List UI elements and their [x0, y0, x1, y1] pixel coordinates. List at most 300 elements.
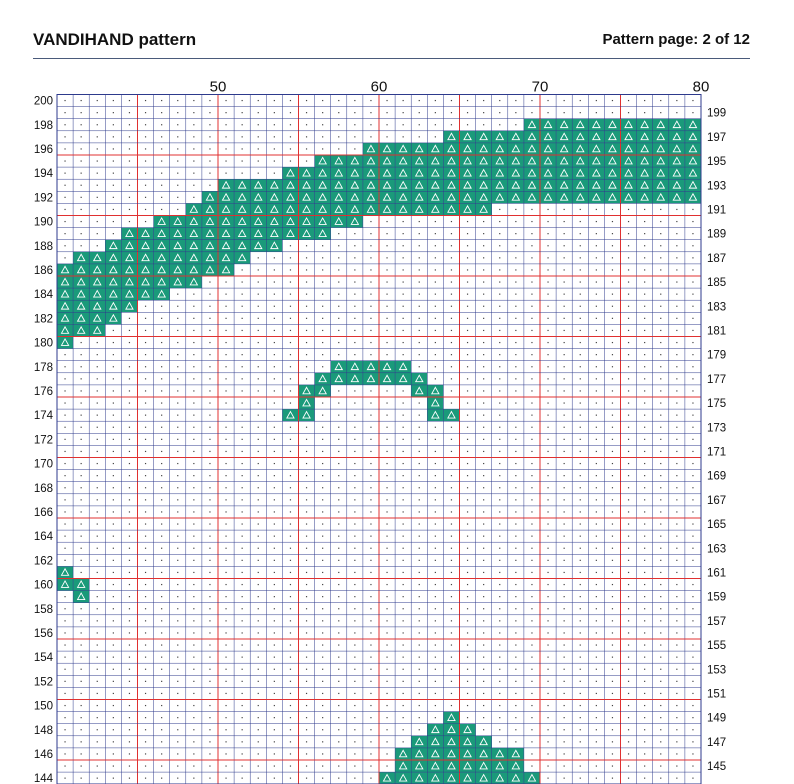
- empty-cell-dot: [274, 741, 275, 742]
- empty-cell-dot: [644, 717, 645, 718]
- empty-cell-dot: [596, 463, 597, 464]
- empty-cell-dot: [547, 705, 548, 706]
- empty-cell-dot: [225, 136, 226, 137]
- empty-cell-dot: [580, 669, 581, 670]
- empty-cell-dot: [322, 294, 323, 295]
- empty-cell-dot: [258, 100, 259, 101]
- empty-cell-dot: [258, 463, 259, 464]
- empty-cell-dot: [113, 197, 114, 198]
- empty-cell-dot: [97, 487, 98, 488]
- empty-cell-dot: [177, 657, 178, 658]
- empty-cell-dot: [306, 548, 307, 549]
- empty-cell-dot: [274, 753, 275, 754]
- empty-cell-dot: [274, 124, 275, 125]
- empty-cell-dot: [531, 306, 532, 307]
- empty-cell-dot: [81, 197, 82, 198]
- empty-cell-dot: [403, 560, 404, 561]
- empty-cell-dot: [403, 608, 404, 609]
- empty-cell-dot: [145, 124, 146, 125]
- empty-cell-dot: [580, 294, 581, 295]
- stitch-cell: [443, 131, 459, 143]
- empty-cell-dot: [225, 681, 226, 682]
- empty-cell-dot: [467, 620, 468, 621]
- empty-cell-dot: [81, 136, 82, 137]
- empty-cell-dot: [483, 548, 484, 549]
- empty-cell-dot: [242, 620, 243, 621]
- stitch-cell: [299, 167, 315, 179]
- empty-cell-dot: [644, 294, 645, 295]
- empty-cell-dot: [483, 669, 484, 670]
- empty-cell-dot: [547, 596, 548, 597]
- empty-cell-dot: [161, 632, 162, 633]
- empty-cell-dot: [419, 632, 420, 633]
- empty-cell-dot: [64, 197, 65, 198]
- empty-cell-dot: [258, 717, 259, 718]
- stitch-cell: [234, 203, 250, 215]
- empty-cell-dot: [290, 160, 291, 161]
- empty-cell-dot: [515, 548, 516, 549]
- empty-cell-dot: [258, 681, 259, 682]
- empty-cell-dot: [547, 499, 548, 500]
- empty-cell-dot: [483, 608, 484, 609]
- empty-cell-dot: [596, 378, 597, 379]
- empty-cell-dot: [547, 560, 548, 561]
- stitch-cell: [234, 179, 250, 191]
- empty-cell-dot: [177, 572, 178, 573]
- empty-cell-dot: [338, 765, 339, 766]
- empty-cell-dot: [306, 378, 307, 379]
- empty-cell-dot: [580, 233, 581, 234]
- empty-cell-dot: [242, 124, 243, 125]
- empty-cell-dot: [177, 560, 178, 561]
- empty-cell-dot: [161, 536, 162, 537]
- row-label-right: 173: [707, 422, 727, 435]
- empty-cell-dot: [515, 475, 516, 476]
- empty-cell-dot: [81, 451, 82, 452]
- stitch-cell: [138, 240, 154, 252]
- empty-cell-dot: [338, 124, 339, 125]
- empty-cell-dot: [97, 560, 98, 561]
- empty-cell-dot: [547, 439, 548, 440]
- empty-cell-dot: [580, 765, 581, 766]
- empty-cell-dot: [193, 451, 194, 452]
- empty-cell-dot: [322, 681, 323, 682]
- empty-cell-dot: [177, 209, 178, 210]
- empty-cell-dot: [386, 330, 387, 331]
- stitch-cell: [637, 179, 653, 191]
- empty-cell-dot: [258, 741, 259, 742]
- empty-cell-dot: [628, 499, 629, 500]
- empty-cell-dot: [628, 257, 629, 258]
- empty-cell-dot: [531, 596, 532, 597]
- empty-cell-dot: [81, 778, 82, 779]
- empty-cell-dot: [386, 693, 387, 694]
- stitch-cell: [282, 191, 298, 203]
- stitch-cell: [186, 228, 202, 240]
- empty-cell-dot: [419, 620, 420, 621]
- empty-cell-dot: [467, 439, 468, 440]
- empty-cell-dot: [209, 148, 210, 149]
- empty-cell-dot: [483, 584, 484, 585]
- stitch-cell: [234, 228, 250, 240]
- empty-cell-dot: [64, 487, 65, 488]
- empty-cell-dot: [515, 596, 516, 597]
- empty-cell-dot: [596, 536, 597, 537]
- empty-cell-dot: [145, 463, 146, 464]
- empty-cell-dot: [338, 233, 339, 234]
- stitch-cell: [105, 312, 121, 324]
- empty-cell-dot: [628, 475, 629, 476]
- empty-cell-dot: [386, 511, 387, 512]
- empty-cell-dot: [193, 136, 194, 137]
- empty-cell-dot: [354, 354, 355, 355]
- empty-cell-dot: [660, 608, 661, 609]
- empty-cell-dot: [386, 657, 387, 658]
- empty-cell-dot: [306, 124, 307, 125]
- row-label-right: 163: [707, 543, 727, 556]
- stitch-cell: [621, 131, 637, 143]
- empty-cell-dot: [242, 148, 243, 149]
- empty-cell-dot: [177, 499, 178, 500]
- empty-cell-dot: [580, 681, 581, 682]
- empty-cell-dot: [660, 463, 661, 464]
- empty-cell-dot: [660, 306, 661, 307]
- empty-cell-dot: [596, 705, 597, 706]
- empty-cell-dot: [564, 657, 565, 658]
- stitch-cell: [57, 337, 73, 349]
- empty-cell-dot: [145, 390, 146, 391]
- empty-cell-dot: [531, 560, 532, 561]
- empty-cell-dot: [386, 233, 387, 234]
- empty-cell-dot: [435, 257, 436, 258]
- empty-cell-dot: [97, 463, 98, 464]
- empty-cell-dot: [435, 136, 436, 137]
- empty-cell-dot: [660, 669, 661, 670]
- empty-cell-dot: [177, 778, 178, 779]
- empty-cell-dot: [403, 729, 404, 730]
- empty-cell-dot: [660, 705, 661, 706]
- stitch-cell: [395, 203, 411, 215]
- stitch-cell: [331, 191, 347, 203]
- stitch-cell: [186, 264, 202, 276]
- empty-cell-dot: [564, 402, 565, 403]
- empty-cell-dot: [419, 306, 420, 307]
- empty-cell-dot: [322, 572, 323, 573]
- empty-cell-dot: [435, 427, 436, 428]
- empty-cell-dot: [531, 402, 532, 403]
- empty-cell-dot: [612, 584, 613, 585]
- empty-cell-dot: [322, 269, 323, 270]
- empty-cell-dot: [209, 741, 210, 742]
- empty-cell-dot: [274, 378, 275, 379]
- stitch-cell: [572, 119, 588, 131]
- empty-cell-dot: [386, 644, 387, 645]
- empty-cell-dot: [242, 608, 243, 609]
- empty-cell-dot: [370, 342, 371, 343]
- stitch-cell: [154, 216, 170, 228]
- empty-cell-dot: [547, 257, 548, 258]
- empty-cell-dot: [290, 560, 291, 561]
- empty-cell-dot: [161, 511, 162, 512]
- empty-cell-dot: [628, 669, 629, 670]
- empty-cell-dot: [419, 124, 420, 125]
- empty-cell-dot: [258, 487, 259, 488]
- stitch-cell: [492, 179, 508, 191]
- empty-cell-dot: [547, 475, 548, 476]
- empty-cell-dot: [97, 753, 98, 754]
- empty-cell-dot: [97, 439, 98, 440]
- empty-cell-dot: [612, 415, 613, 416]
- empty-cell-dot: [129, 693, 130, 694]
- empty-cell-dot: [242, 475, 243, 476]
- empty-cell-dot: [531, 693, 532, 694]
- stitch-cell: [395, 748, 411, 760]
- empty-cell-dot: [435, 632, 436, 633]
- empty-cell-dot: [692, 112, 693, 113]
- empty-cell-dot: [403, 596, 404, 597]
- empty-cell-dot: [547, 294, 548, 295]
- empty-cell-dot: [564, 572, 565, 573]
- stitch-cell: [427, 203, 443, 215]
- empty-cell-dot: [81, 523, 82, 524]
- empty-cell-dot: [564, 342, 565, 343]
- empty-cell-dot: [660, 584, 661, 585]
- empty-cell-dot: [290, 657, 291, 658]
- empty-cell-dot: [531, 257, 532, 258]
- stitch-cell: [89, 324, 105, 336]
- empty-cell-dot: [403, 330, 404, 331]
- empty-cell-dot: [177, 620, 178, 621]
- empty-cell-dot: [564, 536, 565, 537]
- empty-cell-dot: [483, 596, 484, 597]
- empty-cell-dot: [644, 354, 645, 355]
- empty-cell-dot: [644, 669, 645, 670]
- empty-cell-dot: [274, 100, 275, 101]
- empty-cell-dot: [547, 620, 548, 621]
- empty-cell-dot: [209, 366, 210, 367]
- empty-cell-dot: [628, 209, 629, 210]
- row-label-right: 187: [707, 252, 727, 265]
- empty-cell-dot: [660, 693, 661, 694]
- empty-cell-dot: [306, 112, 307, 113]
- empty-cell-dot: [161, 342, 162, 343]
- stitch-cell: [572, 191, 588, 203]
- empty-cell-dot: [322, 584, 323, 585]
- empty-cell-dot: [113, 233, 114, 234]
- empty-cell-dot: [403, 681, 404, 682]
- empty-cell-dot: [386, 463, 387, 464]
- empty-cell-dot: [145, 741, 146, 742]
- empty-cell-dot: [322, 705, 323, 706]
- empty-cell-dot: [386, 221, 387, 222]
- empty-cell-dot: [129, 427, 130, 428]
- empty-cell-dot: [467, 112, 468, 113]
- empty-cell-dot: [515, 657, 516, 658]
- empty-cell-dot: [547, 657, 548, 658]
- empty-cell-dot: [97, 548, 98, 549]
- empty-cell-dot: [451, 608, 452, 609]
- empty-cell-dot: [306, 463, 307, 464]
- empty-cell-dot: [81, 124, 82, 125]
- empty-cell-dot: [451, 221, 452, 222]
- empty-cell-dot: [483, 572, 484, 573]
- empty-cell-dot: [338, 475, 339, 476]
- empty-cell-dot: [596, 330, 597, 331]
- empty-cell-dot: [499, 620, 500, 621]
- empty-cell-dot: [435, 366, 436, 367]
- empty-cell-dot: [242, 366, 243, 367]
- empty-cell-dot: [177, 608, 178, 609]
- empty-cell-dot: [97, 124, 98, 125]
- empty-cell-dot: [547, 536, 548, 537]
- empty-cell-dot: [531, 753, 532, 754]
- empty-cell-dot: [515, 681, 516, 682]
- empty-cell-dot: [370, 644, 371, 645]
- empty-cell-dot: [177, 644, 178, 645]
- empty-cell-dot: [338, 572, 339, 573]
- stitch-cell: [395, 179, 411, 191]
- empty-cell-dot: [676, 548, 677, 549]
- empty-cell-dot: [386, 475, 387, 476]
- empty-cell-dot: [64, 354, 65, 355]
- empty-cell-dot: [274, 475, 275, 476]
- empty-cell-dot: [451, 233, 452, 234]
- empty-cell-dot: [547, 306, 548, 307]
- empty-cell-dot: [242, 632, 243, 633]
- empty-cell-dot: [644, 233, 645, 234]
- empty-cell-dot: [419, 717, 420, 718]
- empty-cell-dot: [225, 415, 226, 416]
- stitch-cell: [363, 373, 379, 385]
- empty-cell-dot: [419, 572, 420, 573]
- empty-cell-dot: [354, 306, 355, 307]
- empty-cell-dot: [225, 705, 226, 706]
- empty-cell-dot: [338, 245, 339, 246]
- stitch-cell: [395, 167, 411, 179]
- stitch-cell: [411, 203, 427, 215]
- empty-cell-dot: [258, 160, 259, 161]
- empty-cell-dot: [596, 778, 597, 779]
- empty-cell-dot: [676, 572, 677, 573]
- empty-cell-dot: [81, 548, 82, 549]
- stitch-cell: [508, 760, 524, 772]
- stitch-cell: [138, 288, 154, 300]
- empty-cell-dot: [612, 753, 613, 754]
- stitch-cell: [105, 264, 121, 276]
- empty-cell-dot: [64, 596, 65, 597]
- empty-cell-dot: [290, 765, 291, 766]
- empty-cell-dot: [354, 330, 355, 331]
- empty-cell-dot: [612, 620, 613, 621]
- empty-cell-dot: [306, 620, 307, 621]
- empty-cell-dot: [676, 294, 677, 295]
- empty-cell-dot: [531, 717, 532, 718]
- empty-cell-dot: [403, 548, 404, 549]
- empty-cell-dot: [531, 209, 532, 210]
- empty-cell-dot: [499, 705, 500, 706]
- empty-cell-dot: [580, 463, 581, 464]
- stitch-cell: [540, 191, 556, 203]
- empty-cell-dot: [499, 402, 500, 403]
- empty-cell-dot: [386, 318, 387, 319]
- empty-cell-dot: [290, 330, 291, 331]
- empty-cell-dot: [274, 136, 275, 137]
- empty-cell-dot: [129, 354, 130, 355]
- stitch-cell: [379, 191, 395, 203]
- stitch-cell: [669, 155, 685, 167]
- empty-cell-dot: [515, 233, 516, 234]
- empty-cell-dot: [209, 378, 210, 379]
- empty-cell-dot: [354, 657, 355, 658]
- empty-cell-dot: [306, 632, 307, 633]
- empty-cell-dot: [531, 366, 532, 367]
- empty-cell-dot: [113, 765, 114, 766]
- stitch-cell: [315, 203, 331, 215]
- stitch-cell: [170, 276, 186, 288]
- empty-cell-dot: [483, 536, 484, 537]
- empty-cell-dot: [322, 402, 323, 403]
- empty-cell-dot: [370, 560, 371, 561]
- empty-cell-dot: [515, 632, 516, 633]
- empty-cell-dot: [209, 584, 210, 585]
- empty-cell-dot: [499, 415, 500, 416]
- empty-cell-dot: [435, 475, 436, 476]
- empty-cell-dot: [596, 487, 597, 488]
- empty-cell-dot: [612, 536, 613, 537]
- empty-cell-dot: [242, 657, 243, 658]
- empty-cell-dot: [81, 657, 82, 658]
- stitch-cell: [121, 252, 137, 264]
- empty-cell-dot: [628, 657, 629, 658]
- empty-cell-dot: [596, 294, 597, 295]
- empty-cell-dot: [306, 451, 307, 452]
- empty-cell-dot: [435, 451, 436, 452]
- empty-cell-dot: [386, 669, 387, 670]
- empty-cell-dot: [81, 644, 82, 645]
- empty-cell-dot: [354, 487, 355, 488]
- empty-cell-dot: [290, 148, 291, 149]
- empty-cell-dot: [290, 753, 291, 754]
- empty-cell-dot: [113, 148, 114, 149]
- empty-cell-dot: [113, 378, 114, 379]
- empty-cell-dot: [676, 209, 677, 210]
- empty-cell-dot: [322, 693, 323, 694]
- row-label-left: 158: [33, 603, 53, 616]
- empty-cell-dot: [370, 281, 371, 282]
- empty-cell-dot: [258, 669, 259, 670]
- empty-cell-dot: [564, 112, 565, 113]
- empty-cell-dot: [258, 705, 259, 706]
- empty-cell-dot: [644, 729, 645, 730]
- empty-cell-dot: [177, 124, 178, 125]
- empty-cell-dot: [386, 306, 387, 307]
- empty-cell-dot: [161, 681, 162, 682]
- empty-cell-dot: [64, 729, 65, 730]
- empty-cell-dot: [499, 717, 500, 718]
- empty-cell-dot: [612, 209, 613, 210]
- empty-cell-dot: [483, 463, 484, 464]
- empty-cell-dot: [467, 536, 468, 537]
- empty-cell-dot: [322, 415, 323, 416]
- empty-cell-dot: [81, 741, 82, 742]
- empty-cell-dot: [660, 778, 661, 779]
- empty-cell-dot: [258, 536, 259, 537]
- empty-cell-dot: [145, 523, 146, 524]
- column-label: 80: [692, 78, 710, 96]
- empty-cell-dot: [193, 620, 194, 621]
- empty-cell-dot: [81, 390, 82, 391]
- empty-cell-dot: [580, 451, 581, 452]
